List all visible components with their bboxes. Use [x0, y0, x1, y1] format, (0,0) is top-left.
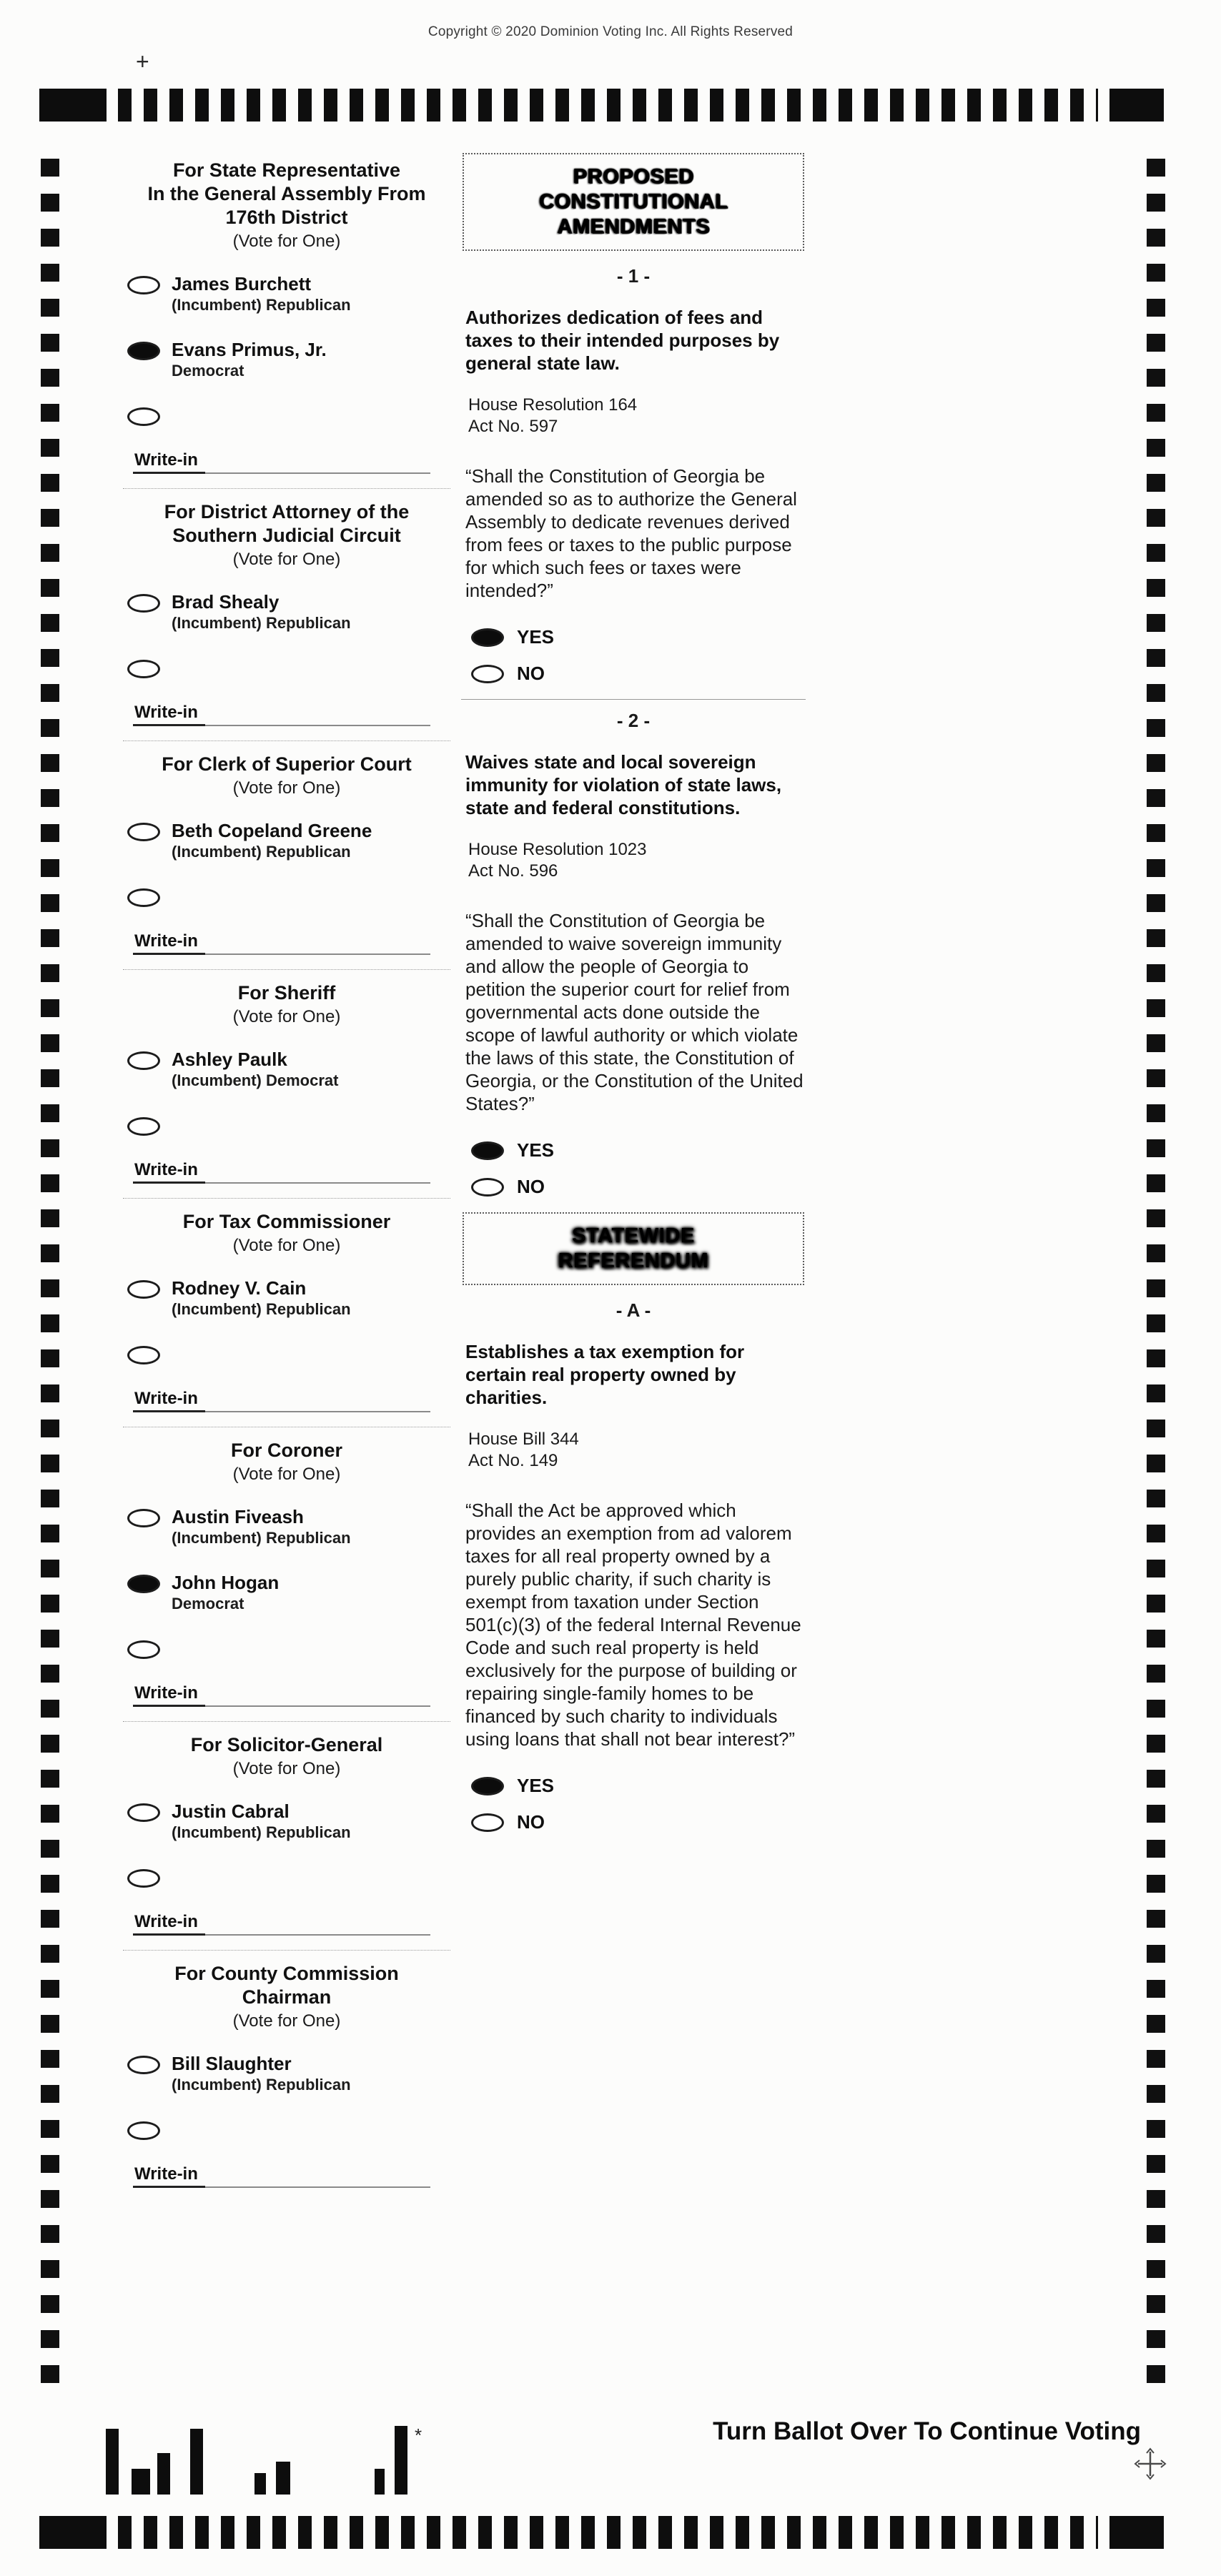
write-in-row: [127, 1114, 450, 1136]
registration-cross-mark: [1134, 2447, 1167, 2480]
write-in-oval[interactable]: [127, 407, 160, 426]
candidate-row: [127, 1277, 450, 1319]
write-in-line[interactable]: [133, 450, 430, 474]
registration-plus-mark: +: [136, 49, 149, 74]
no-label: NO: [517, 1176, 545, 1197]
write-in-oval[interactable]: [127, 1640, 160, 1659]
write-in-label: Write-in: [133, 1389, 205, 1412]
candidate-name: John Hogan: [172, 1572, 280, 1593]
vote-for-instruction: (Vote for One): [232, 1007, 341, 1026]
write-in-label: Write-in: [133, 450, 205, 474]
vote-for-instruction: (Vote for One): [232, 778, 341, 798]
write-in-line[interactable]: [133, 931, 430, 955]
candidate-row: [127, 591, 450, 633]
measure-question: “Shall the Constitution of Georgia be amended to waive sovereign immunity and allow the people of Georgia to petition the superior court for relief from governmental acts done outside the scope of lawful authority or which violate the laws of this state, the Constitution of Georgia, or the Constitution of the United States?”: [465, 910, 804, 1114]
timing-marks-right: [1147, 159, 1165, 2394]
timing-block-left: [39, 89, 107, 122]
timing-block-right: [1109, 89, 1164, 122]
contest-sheriff: [123, 981, 450, 1199]
vote-for-instruction: (Vote for One): [232, 232, 341, 251]
timing-bars: [118, 89, 1098, 122]
vote-for-instruction: (Vote for One): [232, 2011, 341, 2031]
contest-title: For County Commission Chairman: [174, 1963, 399, 2008]
candidate-name: Austin Fiveash: [172, 1506, 304, 1527]
vote-oval[interactable]: [127, 1280, 160, 1299]
vote-for-instruction: (Vote for One): [232, 1465, 341, 1484]
measure-question: “Shall the Constitution of Georgia be amended so as to authorize the General Assembly to dedicate revenues derived from fees or taxes to the public purpose for which such fees or taxes were intended?”: [465, 465, 797, 601]
candidate-party: (Incumbent) Democrat: [172, 1071, 339, 1089]
vote-for-instruction: (Vote for One): [232, 1759, 341, 1778]
contest-title: For Solicitor-General: [190, 1734, 383, 1755]
write-in-row: [127, 1638, 450, 1659]
timing-block-left: [39, 2516, 107, 2549]
yes-oval[interactable]: [471, 1141, 504, 1160]
measure-references: House Bill 344 Act No. 149: [468, 1430, 579, 1470]
candidate-row: [127, 273, 450, 314]
measure-summary: Waives state and local sovereign immunity for violation of state laws, state and federal constitutions.: [465, 751, 782, 818]
yes-oval[interactable]: [471, 628, 504, 647]
measure-summary: Establishes a tax exemption for certain real property owned by charities.: [465, 1341, 745, 1408]
vote-oval[interactable]: [127, 276, 160, 294]
write-in-label: Write-in: [133, 931, 205, 955]
measure-question: “Shall the Act be approved which provides an exemption from ad valorem taxes for all real property owned by a purely public charity, if such charity is exempt from taxation under Section 501(c)(3) of the federal Internal Revenue Code and such real property is held exclusively for the purpose of building or repairing single-family homes to be financed by such charity to individuals using loans that shall not bear interest?”: [465, 1500, 801, 1750]
write-in-line[interactable]: [133, 1683, 430, 1707]
yes-label: YES: [517, 626, 555, 648]
candidate-row: [127, 339, 450, 380]
contest-solicitor-general: [123, 1733, 450, 1951]
no-oval[interactable]: [471, 1178, 504, 1197]
vote-oval[interactable]: [127, 1509, 160, 1527]
measure-amendment-1: [461, 265, 806, 685]
vote-oval[interactable]: [127, 594, 160, 613]
candidate-name: Justin Cabral: [172, 1800, 290, 1822]
write-in-row: [127, 1343, 450, 1364]
write-in-label: Write-in: [133, 1912, 205, 1936]
write-in-line[interactable]: [133, 1160, 430, 1184]
write-in-line[interactable]: [133, 1389, 430, 1412]
measure-references: House Resolution 1023 Act No. 596: [468, 840, 647, 881]
write-in-line[interactable]: [133, 2164, 430, 2188]
candidate-name: James Burchett: [172, 273, 312, 294]
section-divider: [461, 699, 806, 700]
no-choice-row: [471, 1811, 806, 1833]
ballot-barcode: [106, 2424, 422, 2495]
candidate-party: (Incumbent) Republican: [172, 2076, 351, 2094]
candidate-party: (Incumbent) Republican: [172, 614, 351, 632]
candidate-name: Brad Shealy: [172, 591, 280, 613]
measure-number: - 2 -: [616, 710, 651, 731]
candidate-name: Ashley Paulk: [172, 1049, 287, 1070]
contest-tax-commissioner: [123, 1210, 450, 1427]
write-in-oval[interactable]: [127, 2121, 160, 2140]
vote-oval[interactable]: [127, 1575, 160, 1593]
contest-title: For State Representative In the General Assembly From 176th District: [147, 159, 426, 228]
contest-title: For Sheriff: [237, 982, 336, 1004]
candidate-party: (Incumbent) Republican: [172, 296, 351, 314]
candidate-row: [127, 1506, 450, 1547]
vote-oval[interactable]: [127, 1051, 160, 1070]
vote-oval[interactable]: [127, 2056, 160, 2074]
candidate-party: (Incumbent) Republican: [172, 1823, 351, 1841]
write-in-label: Write-in: [133, 1683, 205, 1707]
contest-title: For Clerk of Superior Court: [162, 753, 412, 775]
candidate-party: Democrat: [172, 362, 244, 380]
candidate-name: Evans Primus, Jr.: [172, 339, 327, 360]
turn-over-instruction: Turn Ballot Over To Continue Voting: [713, 2417, 1141, 2445]
measure-references: House Resolution 164 Act No. 597: [468, 395, 638, 436]
no-choice-row: [471, 663, 806, 685]
write-in-row: [127, 886, 450, 907]
candidate-party: (Incumbent) Republican: [172, 1300, 351, 1318]
vote-oval[interactable]: [127, 342, 160, 360]
contest-title: For Tax Commissioner: [182, 1211, 391, 1232]
yes-label: YES: [517, 1775, 555, 1796]
write-in-row: [127, 657, 450, 678]
candidate-row: [127, 1572, 450, 1613]
vote-oval[interactable]: [127, 823, 160, 841]
vote-for-instruction: (Vote for One): [232, 1236, 341, 1255]
measure-amendment-2: [461, 710, 806, 1198]
contest-state-representative: [123, 159, 450, 489]
candidate-row: [127, 2053, 450, 2094]
write-in-label: Write-in: [133, 703, 205, 726]
candidate-row: [127, 1049, 450, 1090]
write-in-label: Write-in: [133, 2164, 205, 2188]
candidate-party: Democrat: [172, 1595, 244, 1613]
timing-marks-top: [39, 89, 1164, 122]
yes-label: YES: [517, 1139, 555, 1161]
vote-for-instruction: (Vote for One): [232, 550, 341, 569]
candidate-name: Beth Copeland Greene: [172, 820, 372, 841]
candidate-name: Rodney V. Cain: [172, 1277, 307, 1299]
contest-title: For District Attorney of the Southern Judicial Circuit: [164, 501, 410, 546]
candidate-party: (Incumbent) Republican: [172, 1529, 351, 1547]
measures-column: [461, 153, 806, 1848]
timing-bars: [118, 2516, 1098, 2549]
measure-referendum-a: [461, 1299, 806, 1833]
yes-choice-row: [471, 626, 806, 648]
no-label: NO: [517, 1811, 545, 1833]
code-asterisk-mark: *: [415, 2424, 422, 2446]
no-oval[interactable]: [471, 665, 504, 683]
write-in-oval[interactable]: [127, 660, 160, 678]
contest-clerk-superior-court: [123, 753, 450, 970]
timing-marks-bottom: [39, 2516, 1164, 2549]
write-in-oval[interactable]: [127, 1346, 160, 1364]
write-in-line[interactable]: [133, 703, 430, 726]
write-in-label: Write-in: [133, 1160, 205, 1184]
copyright-line: Copyright © 2020 Dominion Voting Inc. All Rights Reserved: [427, 24, 794, 39]
no-label: NO: [517, 663, 545, 684]
candidate-row: [127, 1800, 450, 1842]
candidate-contests-column: [123, 159, 450, 2214]
candidate-name: Bill Slaughter: [172, 2053, 292, 2074]
vote-oval[interactable]: [127, 1803, 160, 1822]
section-header-proposed-constitutional-amendments: PROPOSED CONSTITUTIONAL AMENDMENTS: [463, 153, 804, 251]
yes-oval[interactable]: [471, 1777, 504, 1795]
measure-summary: Authorizes dedication of fees and taxes to their intended purposes by general state law.: [465, 307, 780, 374]
write-in-row: [127, 405, 450, 426]
no-oval[interactable]: [471, 1813, 504, 1832]
candidate-row: [127, 820, 450, 861]
yes-choice-row: [471, 1139, 806, 1161]
write-in-line[interactable]: [133, 1912, 430, 1936]
candidate-party: (Incumbent) Republican: [172, 843, 351, 861]
timing-marks-left: [41, 159, 59, 2394]
measure-number: - A -: [616, 1299, 651, 1321]
write-in-oval[interactable]: [127, 1117, 160, 1136]
contest-county-commission-chairman: [123, 1962, 450, 2202]
measure-number: - 1 -: [616, 265, 651, 287]
contest-coroner: [123, 1439, 450, 1722]
write-in-row: [127, 1866, 450, 1888]
contest-district-attorney: [123, 500, 450, 741]
write-in-oval[interactable]: [127, 1869, 160, 1888]
contest-title: For Coroner: [230, 1440, 342, 1461]
timing-block-right: [1109, 2516, 1164, 2549]
write-in-row: [127, 2119, 450, 2140]
section-header-statewide-referendum: STATEWIDE REFERENDUM: [463, 1212, 804, 1285]
yes-choice-row: [471, 1775, 806, 1797]
write-in-oval[interactable]: [127, 888, 160, 907]
no-choice-row: [471, 1176, 806, 1198]
